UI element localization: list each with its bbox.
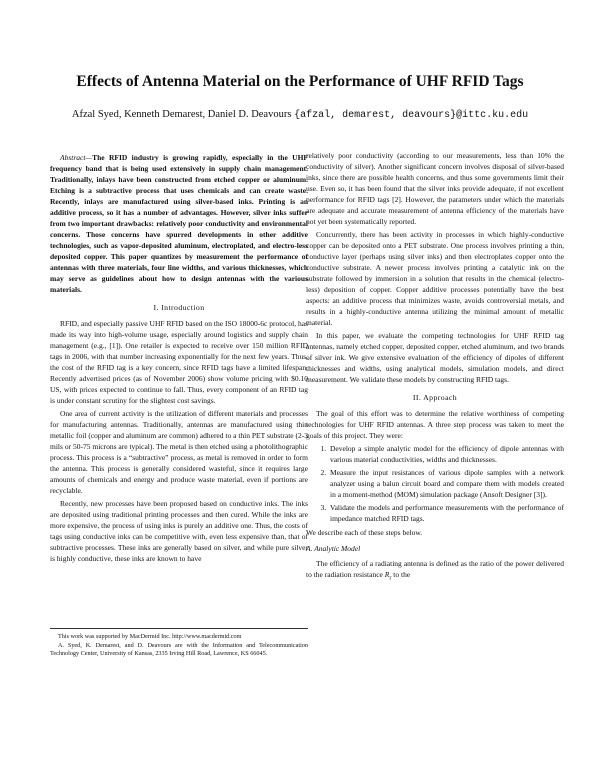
right-column xyxy=(306,150,564,586)
symbol-r: R xyxy=(384,570,390,579)
footnote-funding: This work was supported by MacDermid Inc. http://www.macdermid.com xyxy=(58,633,242,640)
footnote xyxy=(50,633,308,659)
right-paragraph-3: In this paper, we evaluate the competing technologies for UHF RFID tag antennas, namely etched copper, deposited copper, etched aluminum, and two brands of silver ink. We give extensive evaluation of the efficiency of dipoles of different thicknesses and widths, using analytical models, simulation models, and direct measurement. We validate these models by constructing RFID tags. xyxy=(306,331,564,384)
footnote-affiliation: A. Syed, K. Demarest, and D. Deavours are with the Information and Telecommunication Technology Center, University of Kansas, 2335 Irving Hill Road, Lawrence, KS 66045. xyxy=(50,641,308,657)
right-paragraph-1: relatively poor conductivity (according to our measurements, less than 10% the conductivity of silver). Another significant concern involves disposal of silver-based inks, since there are possible health concerns, and thus some governments limit their use. Even so, it has been found that the silver inks provide adequate, if not excellent performance for RFID tags [2]. However, the parameters under which the materials are adequate and accurate measurement of antenna efficiency of the materials have not yet been systematically reported. xyxy=(306,151,564,226)
analytic-model-paragraph xyxy=(306,558,564,584)
approach-step: 1. Develop a simple analytic model for the efficiency of dipole antennas with various material conductivities, widths and thicknesses. xyxy=(328,443,564,465)
abstract-label: Abstract xyxy=(60,153,86,162)
footnote-rule xyxy=(50,628,308,629)
approach-step: 2. Measure the input resistances of various dipole samples with a network analyzer using a balun circuit board and compare them with models created in a moment-method (MOM) simulation package (Ansoft Designer [3]). xyxy=(328,467,564,500)
intro-paragraph-1: RFID, and especially passive UHF RFID based on the ISO 18000-6c protocol, has made its way into high-volume usage, especially around logistics and supply chain management (e.g., [1]). One retailer is expected to receive over 150 million RFID tags in 2006, with that number increasing exponentially for the next few years. Thus, the cost of the RFID tag is a key concern, since RFID tags have a limited lifespan. Recently advertised prices (as of November 2006) show volume pricing with $0.10 US, with prices expected to continue to fall. Thus, every component of an RFID tag is under constant scrutiny for the slightest cost savings. xyxy=(50,319,308,405)
intro-paragraph-3: Recently, new processes have been proposed based on conductive inks. The inks are deposited using traditional printing processes and then cured. While the inks are more expensive, the process of using inks is purely an additive one. Thus, the costs of tags using conductive inks can be competitive with, even less expensive than, that of subtractive processes. These inks are generally based on silver, and while pure silver is highly conductive, these inks are known to have xyxy=(50,499,308,563)
abstract-text: The RFID industry is growing rapidly, especially in the UHF frequency band that is being used extensively in supply chain management. Traditionally, inlays have been constructed from etched copper or aluminum. Etching is a subtractive process that uses chemicals and can create waste. Recently, inlays are manufactured using silver-based inks. Printing is an additive process, so it has a number of advantages. However, silver inks suffer from two important drawbacks: relatively poor conductivity and environmental concerns. Those concerns have spurred developments in other additive technologies, such as vapor-deposited aluminum, electroplated, and electro-less deposited copper. This paper quantizes by measurement the performance of antennas with three materials, four line widths, and various thicknesses, which may serve as guidelines about how to design antennas with the various materials. xyxy=(50,153,308,294)
right-paragraph-2: Concurrently, there has been activity in processes in which highly-conductive copper can be deposited onto a PET substrate. One process involves printing a thin, conductive layer (perhaps using silver inks) and then electroplates copper onto the conductive substrate. A newer process involves printing a catalytic ink on the substrate followed by immersion in a solution that results in the chemical (electro-less) deposition of copper. Copper additive processes potentially have the best aspects: an additive process that minimizes waste, avoids controversial metals, and results in a highly-conductive antenna utilizing the minimal amount of metallic material. xyxy=(306,230,564,327)
approach-steps-list xyxy=(306,443,564,524)
approach-outro: We describe each of these steps below. xyxy=(306,528,423,537)
left-column xyxy=(50,152,308,566)
symbol-subscript: r xyxy=(389,574,392,582)
analytic-text-start: The efficiency of a radiating antenna is defined as the ratio of the power delivered to the radiation resistance xyxy=(306,559,564,579)
approach-intro: The goal of this effort was to determine the relative worthiness of competing technologies for UHF RFID antennas. A three step process was taken to meet the goals of this project. They were: xyxy=(306,409,564,440)
author-emails: {afzal, demarest, deavours}@ittc.ku.edu xyxy=(294,110,529,121)
author-names: Afzal Syed, Kenneth Demarest, Daniel D. Deavours xyxy=(71,109,292,120)
analytic-text-end: to the xyxy=(391,570,411,579)
abstract: Abstract—The RFID industry is growing rapidly, especially in the UHF frequency band that is being used extensively in supply chain management. Traditionally, inlays have been constructed from etched copper or aluminum. Etching is a subtractive process that uses chemicals and can create waste. Recently, inlays are manufactured using silver-based inks. Printing is an additive process, so it has a number of advantages. However, silver inks suffer from two important drawbacks: relatively poor conductivity and environmental concerns. Those concerns have spurred developments in other additive technologies, such as vapor-deposited aluminum, electroplated, and electro-less deposited copper. This paper quantizes by measurement the performance of antennas with three materials, four line widths, and various thicknesses, which may serve as guidelines about how to design antennas with the various materials. xyxy=(50,153,308,294)
paper-title: Effects of Antenna Material on the Performance of UHF RFID Tags xyxy=(76,73,524,90)
section-heading-introduction: I. Introduction xyxy=(153,303,205,312)
intro-paragraph-2: One area of current activity is the utilization of different materials and processes for manufacturing antennas. Traditionally, antennas are manufactured using thin metallic foil (copper and aluminum are common) adhered to a thin PET substrate (2-3 mils or 50-75 microns are typical). The metal is then etched using a photolithographic process. This process is a “subtractive” process, as metal is removed in order to form the antenna. This process is generally considered wasteful, since it requires large amounts of chemicals and energy and produce waste material, even if portions are recyclable. xyxy=(50,409,308,495)
approach-step: 3. Validate the models and performance measurements with the performance of impedance matched RFID tags. xyxy=(328,502,564,524)
author-line xyxy=(30,108,570,123)
subsection-heading-analytic-model: A. Analytic Model xyxy=(306,544,361,553)
section-heading-approach: II. Approach xyxy=(412,393,458,402)
